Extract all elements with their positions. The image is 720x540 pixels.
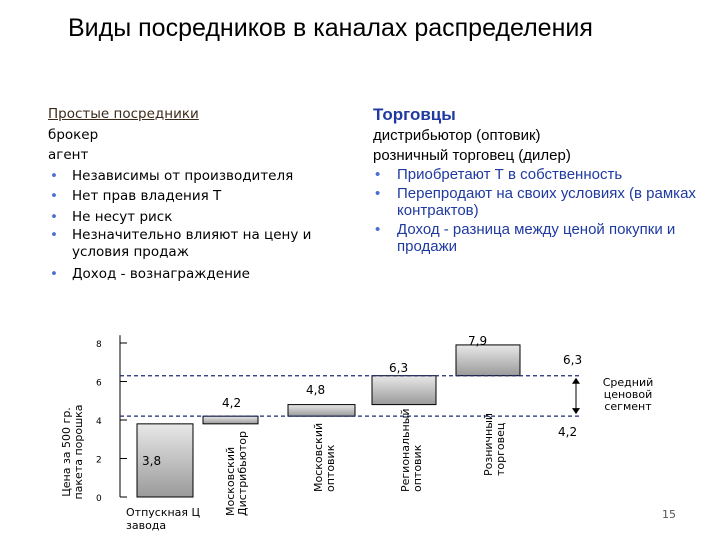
simple-intermediaries-heading: Простые посредники [48, 106, 199, 122]
value-label: 4,8 [306, 383, 326, 397]
list-item: • Незначительно влияют на цену и условия продаж [48, 227, 348, 261]
value-label: 6,3 [389, 361, 409, 375]
y-tick-label: 2 [96, 455, 102, 466]
category-label: Отпускная Ц завода [126, 506, 201, 532]
list-item: • Нет прав владения Т [48, 186, 348, 207]
list-item: • Независимы от производителя [48, 166, 348, 187]
value-label: 7,9 [468, 334, 488, 348]
value-label: 4,2 [222, 396, 242, 410]
category-label: МосковскийДистрибьютор [224, 431, 249, 516]
page-number: 15 [662, 508, 676, 521]
traders-heading: Торговцы [373, 105, 456, 124]
broker-label: брокер [48, 126, 99, 143]
y-tick-label: 0 [96, 494, 102, 504]
y-tick-label: 6 [96, 378, 102, 389]
value-label: 6,3 [563, 353, 583, 367]
value-label: 4,2 [558, 425, 578, 439]
average-segment-annotation: Средний ценовой сегмент [602, 376, 654, 413]
category-label: Розничныйторговец [482, 412, 507, 476]
page-title: Виды посредников в каналах распределения [68, 14, 593, 42]
y-axis-title: Цена за 500 гр.пакета порошка [60, 404, 85, 500]
agent-label: агент [48, 147, 89, 163]
bar-5 [456, 345, 520, 376]
list-item: • Доход - разница между ценой покупки и продажи [373, 221, 703, 255]
segment-arrow-up [572, 378, 580, 384]
category-label: Региональныйоптовик [399, 408, 424, 492]
y-tick-label: 8 [96, 340, 102, 350]
y-tick-label: 4 [96, 417, 102, 427]
list-item: • Не несут риск [48, 207, 348, 228]
category-label: Московскийоптовик [312, 422, 337, 492]
segment-arrow-down [572, 408, 580, 414]
distributor-label: дистрибьютор (оптовик) [373, 127, 541, 144]
list-item: • Приобретают Т в собственность [373, 165, 703, 185]
value-label: 3,8 [142, 454, 162, 468]
retailer-label: розничный торговец (дилер) [373, 146, 571, 164]
bar-4 [372, 376, 436, 405]
bar-2 [203, 416, 258, 424]
list-item: • Доход - вознаграждение [48, 264, 348, 285]
list-item: • Перепродают на своих условиях (в рамках контрактов) [373, 185, 703, 219]
bar-3 [288, 405, 355, 417]
